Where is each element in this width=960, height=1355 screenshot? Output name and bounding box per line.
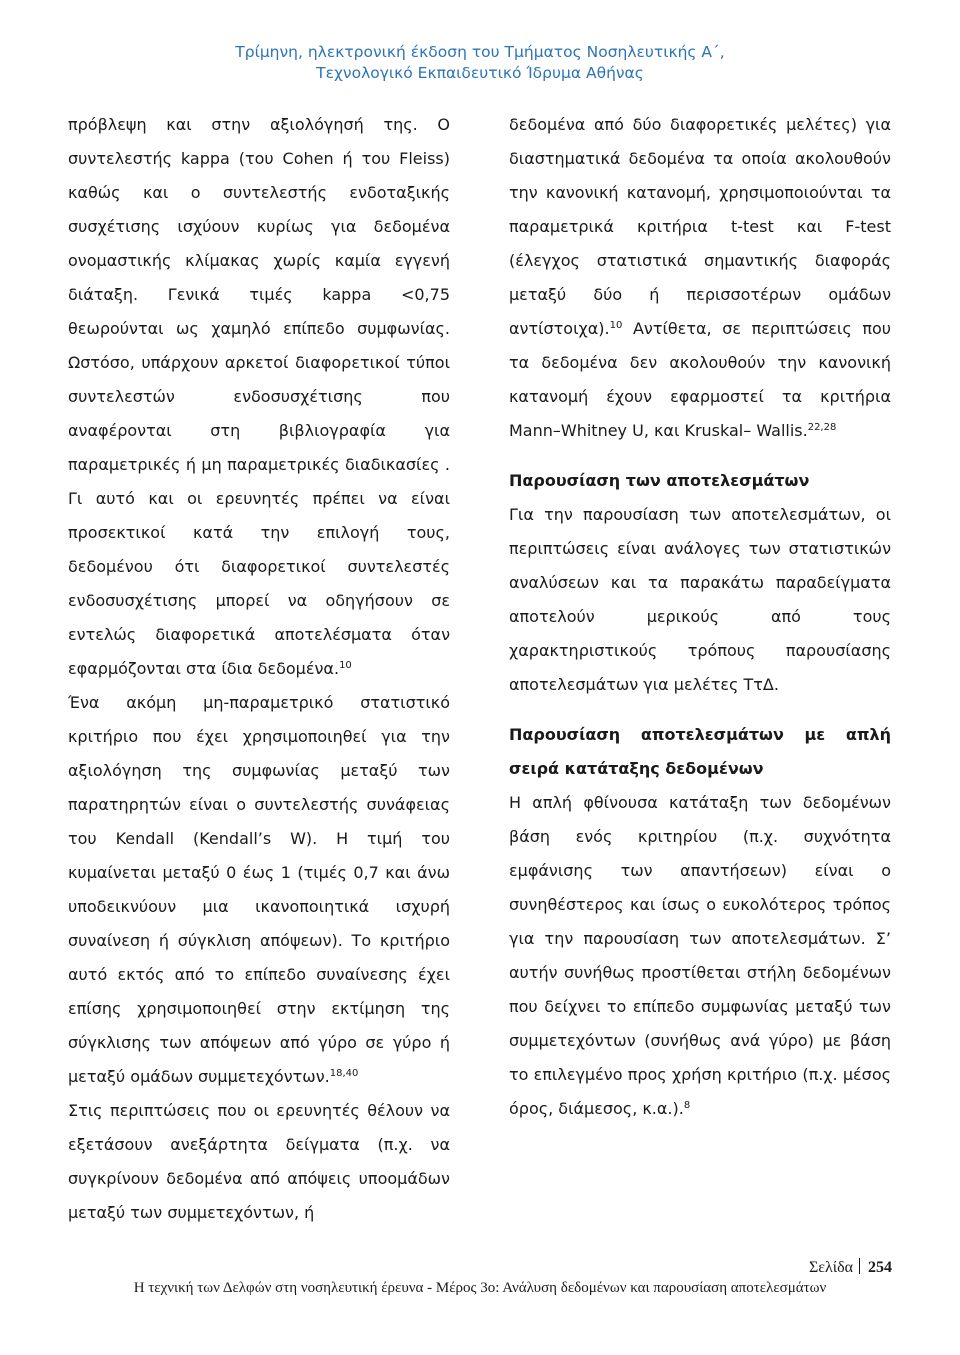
citation-ref: 18,40 (329, 1068, 359, 1079)
right-paragraph-3: Η απλή φθίνουσα κατάταξη των δεδομένων βάση ενός κριτηρίου (π.χ. συχνότητα εμφάνισης των απαντήσεων) είναι ο συνηθέστερος και ίσως ο ευκολότερος τρόπος για την παρουσίαση των αποτελεσμάτων. Σ’ αυτήν συνήθως προστίθεται στήλη δεδομένων που δείχνει το επίπεδο συμφωνίας μεταξύ των συμμετεχόντων (συνήθως ανά γύρο) με βάση το επιλεγμένο προς χρήση κριτήριο (π.χ. μέσος όρος, διάμεσος, κ.α.).$^8$ (509, 793, 891, 1118)
citation-ref: 22,28 (807, 422, 837, 433)
header-line-2: Τεχνολογικό Εκπαιδευτικό Ίδρυμα Αθήνας (316, 64, 644, 82)
right-column (509, 108, 891, 1126)
citation-ref: 10 (339, 660, 352, 671)
citation-ref: 8 (683, 1100, 691, 1111)
right-paragraph-2: Για την παρουσίαση των αποτελεσμάτων, οι περιπτώσεις είναι ανάλογες των στατιστικών αναλύσεων και τα παρακάτω παραδείγματα αποτελούν μερικούς από τους χαρακτηριστικούς τρόπους παρουσίασης αποτελεσμάτων για μελέτες ΤτΔ. (509, 505, 891, 694)
running-header (0, 42, 960, 84)
page-label: Σελίδα (808, 1259, 853, 1276)
running-footer-title: Η τεχνική των Δελφών στη νοσηλευτική έρευνα - Μέρος 3ο: Ανάλυση δεδομένων και παρουσίαση αποτελεσμάτων (133, 1280, 827, 1296)
left-column (68, 108, 450, 1230)
page-number-block (809, 1258, 892, 1278)
page-number: 254 (868, 1259, 892, 1276)
header-line-1: Τρίμηνη, ηλεκτρονική έκδοση του Τμήματος Νοσηλευτικής Α΄, (235, 43, 725, 61)
left-paragraph-3: Στις περιπτώσεις που οι ερευνητές θέλουν να εξετάσουν ανεξάρτητα δείγματα (π.χ. να συγκρίνουν δεδομένα από απόψεις υποομάδων μεταξύ των συμμετεχόντων, ή (68, 1101, 450, 1222)
left-paragraph-1: πρόβλεψη και στην αξιολόγησή της. Ο συντελεστής kappa (του Cohen ή του Fleiss) καθώς και ο συντελεστής ενδοταξικής συσχέτισης ισχύουν κυρίως για δεδομένα ονομαστικής κλίμακας χωρίς καμία εγγενή διάταξη. Γενικά τιμές kappa <0,75 θεωρούνται ως χαμηλό επίπεδο συμφωνίας. Ωστόσο, υπάρχουν αρκετοί διαφορετικοί τύποι συντελεστών ενδοσυσχέτισης που αναφέρονται στη βιβλιογραφία για παραμετρικές ή μη παραμετρικές διαδικασίες . Γι αυτό και οι ερευνητές πρέπει να είναι προσεκτικοί κατά την επιλογή τους, δεδομένου ότι διαφορετικοί συντελεστές ενδοσυσχέτισης μπορεί να οδηγήσουν σε εντελώς διαφορετικά αποτελέσματα όταν εφαρμόζονται στα ίδια δεδομένα.$^{10}$ (68, 115, 450, 678)
right-paragraph-1: δεδομένα από δύο διαφορετικές μελέτες) για διαστηματικά δεδομένα τα οποία ακολουθούν την κανονική κατανομή, χρησιμοποιούνται τα παραμετρικά κριτήρια t-test και F-test (έλεγχος στατιστικά σημαντικής διαφοράς μεταξύ δύο ή περισσοτέρων ομάδων αντίστοιχα).$^{10}$ Αντίθετα, σε περιπτώσεις που τα δεδομένα δεν ακολουθούν την κανονική κατανομή έχουν εφαρμοστεί τα κριτήρια Mann–Whitney U, και Kruskal– Wallis.$^{22,28}$ (509, 115, 891, 440)
section-heading-ranking: Παρουσίαση αποτελεσμάτων με απλή σειρά κατάταξης δεδομένων (509, 725, 891, 778)
page-separator (859, 1258, 860, 1274)
left-paragraph-2: Ένα ακόμη μη-παραμετρικό στατιστικό κριτήριο που έχει χρησιμοποιηθεί για την αξιολόγηση της συμφωνίας μεταξύ των παρατηρητών είναι ο συντελεστής συνάφειας του Kendall (Kendall’s W). Η τιμή του κυμαίνεται μεταξύ 0 έως 1 (τιμές 0,7 και άνω υποδεικνύουν μια ικανοποιητικά ισχυρή συναίνεση ή σύγκλιση απόψεων). Το κριτήριο αυτό εκτός από το επίπεδο συναίνεσης έχει επίσης χρησιμοποιηθεί στην εκτίμηση της σύγκλισης των απόψεων από γύρο σε γύρο ή μεταξύ ομάδων συμμετεχόντων.$^{18,40}$ (68, 693, 450, 1086)
citation-ref: 10 (609, 320, 623, 331)
section-heading-results: Παρουσίαση των αποτελεσμάτων (509, 471, 810, 490)
